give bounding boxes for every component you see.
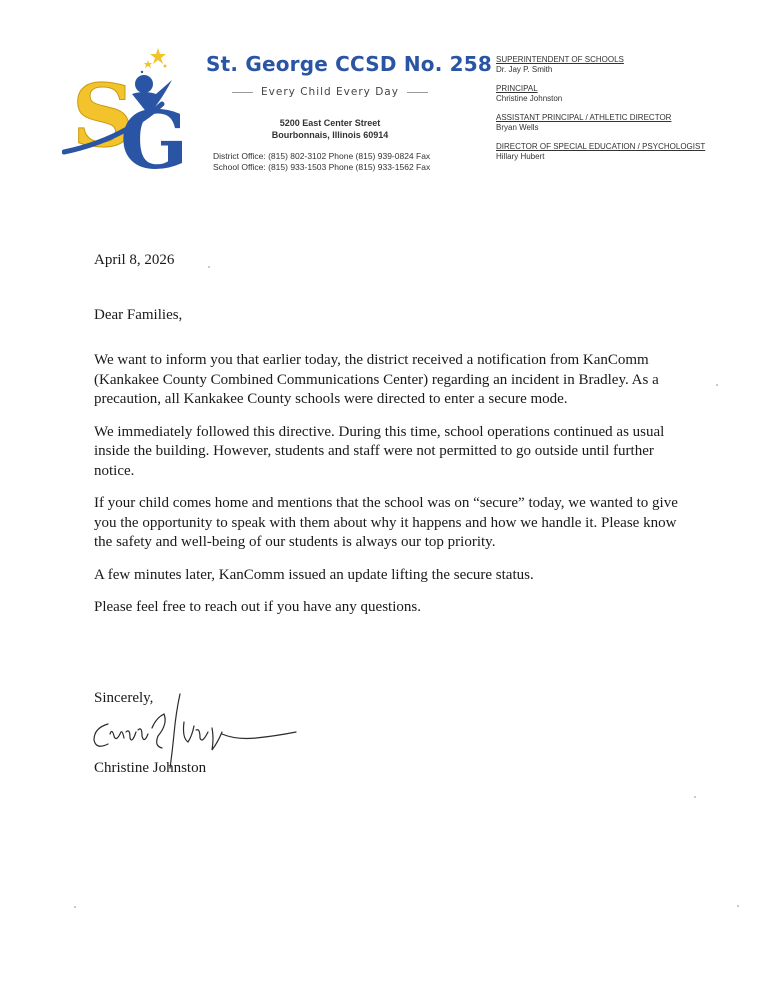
- staff-entry: [496, 142, 756, 162]
- staff-title: PRINCIPAL: [496, 84, 538, 93]
- district-logo: [62, 44, 202, 174]
- letter-date: April 8, 2026: [94, 252, 175, 268]
- staff-title: SUPERINTENDENT OF SCHOOLS: [496, 55, 624, 64]
- scan-speck: [694, 796, 696, 798]
- scan-speck: [716, 384, 718, 386]
- svg-text:S: S: [72, 66, 135, 167]
- scan-speck: [737, 905, 739, 907]
- staff-name: Hillary Hubert: [496, 152, 545, 161]
- letterhead: [0, 0, 773, 200]
- office-phones: [213, 151, 463, 173]
- staff-name: Christine Johnston: [496, 94, 563, 103]
- signer-name: Christine Johnston: [94, 760, 207, 776]
- address-line: Bourbonnais, Illinois 60914: [271, 130, 389, 140]
- staff-name: Dr. Jay P. Smith: [496, 65, 553, 74]
- body-paragraph: We want to inform you that earlier today, the district received a notification from KanComm (Kankakee County Combined Communications Center) regarding an incident in Bradley. As a precaution, all Kankakee County schools were directed to enter a secure mode.: [94, 352, 659, 407]
- scan-speck: [74, 906, 76, 908]
- staff-entry: [496, 55, 756, 75]
- address-line: 5200 East Center Street: [279, 118, 381, 128]
- svg-text:G: G: [120, 93, 189, 174]
- salutation: Dear Families,: [94, 307, 183, 323]
- school-office-phone: School Office: (815) 933-1503 Phone (815) 933-1562 Fax: [213, 162, 431, 172]
- tagline-rule-left: [232, 92, 253, 93]
- staff-entry: [496, 84, 756, 104]
- district-office-phone: District Office: (815) 802-3102 Phone (815) 939-0824 Fax: [213, 151, 431, 161]
- body-paragraph: If your child comes home and mentions that the school was on “secure” today, we wanted to give you the opportunity to speak with them about why it happens and how we handle it. Please know the safety and well-being of our students is always our top priority.: [94, 495, 678, 550]
- star-icon: [150, 48, 166, 64]
- letter-body: [94, 351, 694, 631]
- staff-entry: [496, 113, 756, 133]
- district-name: St. George CCSD No. 258: [206, 52, 493, 76]
- star-icon: [144, 60, 152, 68]
- staff-directory: [496, 55, 756, 171]
- body-paragraph: Please feel free to reach out if you have any questions.: [94, 599, 421, 615]
- tagline-row: [232, 86, 428, 98]
- tagline: Every Child Every Day: [261, 86, 399, 98]
- tagline-rule-right: [407, 92, 428, 93]
- school-address: [230, 117, 430, 141]
- closing: Sincerely,: [94, 690, 154, 706]
- staff-name: Bryan Wells: [496, 123, 539, 132]
- body-paragraph: We immediately followed this directive. During this time, school operations continued as usual inside the building. However, students and staff were not permitted to go outside until further notice.: [94, 423, 665, 479]
- staff-title: ASSISTANT PRINCIPAL / ATHLETIC DIRECTOR: [496, 113, 672, 122]
- body-paragraph: A few minutes later, KanComm issued an update lifting the secure status.: [94, 566, 534, 583]
- staff-title: DIRECTOR OF SPECIAL EDUCATION / PSYCHOLOGIST: [496, 142, 706, 151]
- scan-speck: [208, 266, 210, 268]
